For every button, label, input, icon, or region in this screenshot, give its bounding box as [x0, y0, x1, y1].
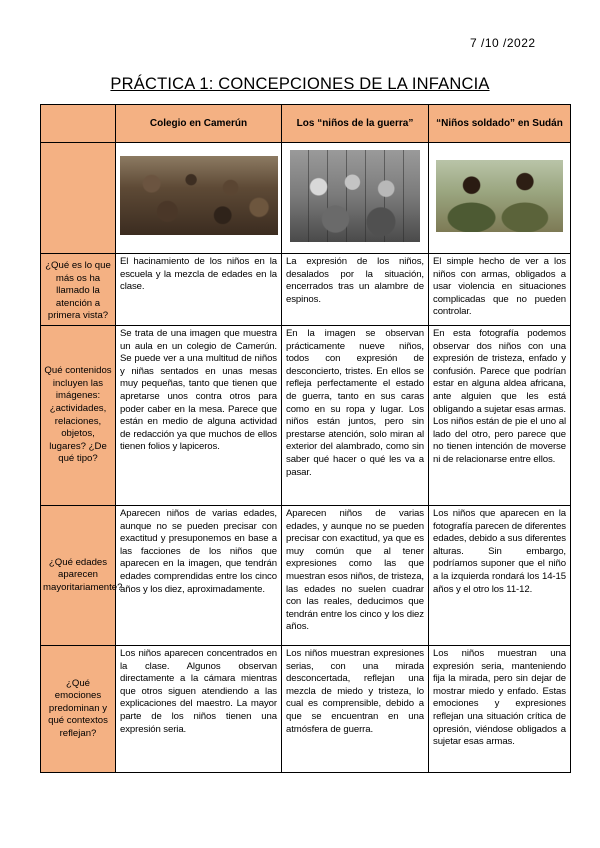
row-label: ¿Qué emociones predominan y qué contextos reflejan?: [41, 646, 116, 773]
photo-row-label: [41, 143, 116, 254]
table-row: [41, 506, 571, 646]
table-cell: El simple hecho de ver a los niños con armas, obligados a usar violencia en situaciones complicadas que no pueden controlar.: [429, 254, 571, 326]
table-row: [41, 646, 571, 773]
photo-cell: [282, 143, 429, 254]
concepts-table: [40, 104, 571, 773]
table-header-row: [41, 105, 571, 143]
table-row: [41, 254, 571, 326]
row-label: ¿Qué edades aparecen mayoritariamente?: [41, 506, 116, 646]
table-cell: Los niños aparecen concentrados en la clase. Algunos observan directamente a la cámara mientras que otros siguen atendiendo a las explicaciones del maestro. La mayor parte de los niños tienen una expresión seria.: [116, 646, 282, 773]
row-label: ¿Qué es lo que más os ha llamado la atención a primera vista?: [41, 254, 116, 326]
table-cell: Se trata de una imagen que muestra un aula en un colegio de Camerún. Se puede ver a una multitud de niños y niñas sentados en unas mesas muy pequeñas, tanto que tienen que apretarse unos contra otros para poder caber en la mesa. Parece que están en medio de alguna actividad de redacción ya que muchos de ellos tienen folios y lapiceros.: [116, 326, 282, 506]
table-cell: Los niños muestran expresiones serias, con una mirada desconcertada, reflejan una mezcla de miedo y tristeza, lo cual es comprensible, debido a que se encuentran en una atmósfera de guerra.: [282, 646, 429, 773]
classroom-photo: [120, 156, 278, 235]
column-header: “Niños soldado” en Sudán: [429, 105, 571, 143]
column-header: Los “niños de la guerra”: [282, 105, 429, 143]
table-cell: Aparecen niños de varias edades, aunque no se pueden precisar con exactitud y presuponemos en base a las facciones de los niños que aparecen en la imagen, que tendrán edades comprendidas entre los cinco años y los diez, aproximadamente.: [116, 506, 282, 646]
table-cell: Los niños que aparecen en la fotografía parecen de diferentes edades, debido a sus diferentes alturas. Sin embargo, podríamos suponer que el niño a la izquierda rondará los 14-15 años y el otro los 11-12.: [429, 506, 571, 646]
header-corner: [41, 105, 116, 143]
column-header: Colegio en Camerún: [116, 105, 282, 143]
table-cell: La expresión de los niños, desalados por la situación, encerrados tras un alambre de espinos.: [282, 254, 429, 326]
table-cell: Aparecen niños de varias edades, y aunque no se pueden precisar con exactitud, ya que es muy común que al tener expresiones como las que muestran esos niños, de tristeza, las edades no suelen cuadrar con las reales, deducimos que tendrán entre los cinco y los diez años.: [282, 506, 429, 646]
table-cell: El hacinamiento de los niños en la escuela y la mezcla de edades en la clase.: [116, 254, 282, 326]
photo-cell: [429, 143, 571, 254]
date: 7 /10 /2022: [470, 36, 536, 50]
table-cell: En esta fotografía podemos observar dos niños con una expresión de tristeza, enfado y confusión. Parece que podrían estar en alguna aldea africana, ante alguien que les está obligando a sujetar esas armas. Los niños están de pie el uno al lado del otro, pero parece que no tienen intención de moverse ni de relacionarse entre ellos.: [429, 326, 571, 506]
table-cell: En la imagen se observan prácticamente nueve niños, todos con expresión de desconcierto, tristes. En ellos se refleja perfectamente el estado de guerra, tanto en sus caras como en su ropa y lugar. Los niños están juntos, pero sin prestarse atención, solo miran al exterior del alambrado, como sin saber qué hacer o qué les va a pasar.: [282, 326, 429, 506]
table-cell: Los niños muestran una expresión seria, manteniendo fija la mirada, pero sin dejar de mostrar miedo y enfado. Estas emociones y expresiones reflejan una situación crítica de opresión, viéndose obligados a sujetar esas armas.: [429, 646, 571, 773]
row-label: Qué contenidos incluyen las imágenes: ¿actividades, relaciones, objetos, lugares? ¿De qué tipo?: [41, 326, 116, 506]
photo-cell: [116, 143, 282, 254]
war-children-photo: [290, 150, 420, 242]
table-row: [41, 326, 571, 506]
page-title: PRÁCTICA 1: CONCEPCIONES DE LA INFANCIA: [110, 75, 490, 93]
photo-row: [41, 143, 571, 254]
child-soldiers-photo: [436, 160, 563, 232]
